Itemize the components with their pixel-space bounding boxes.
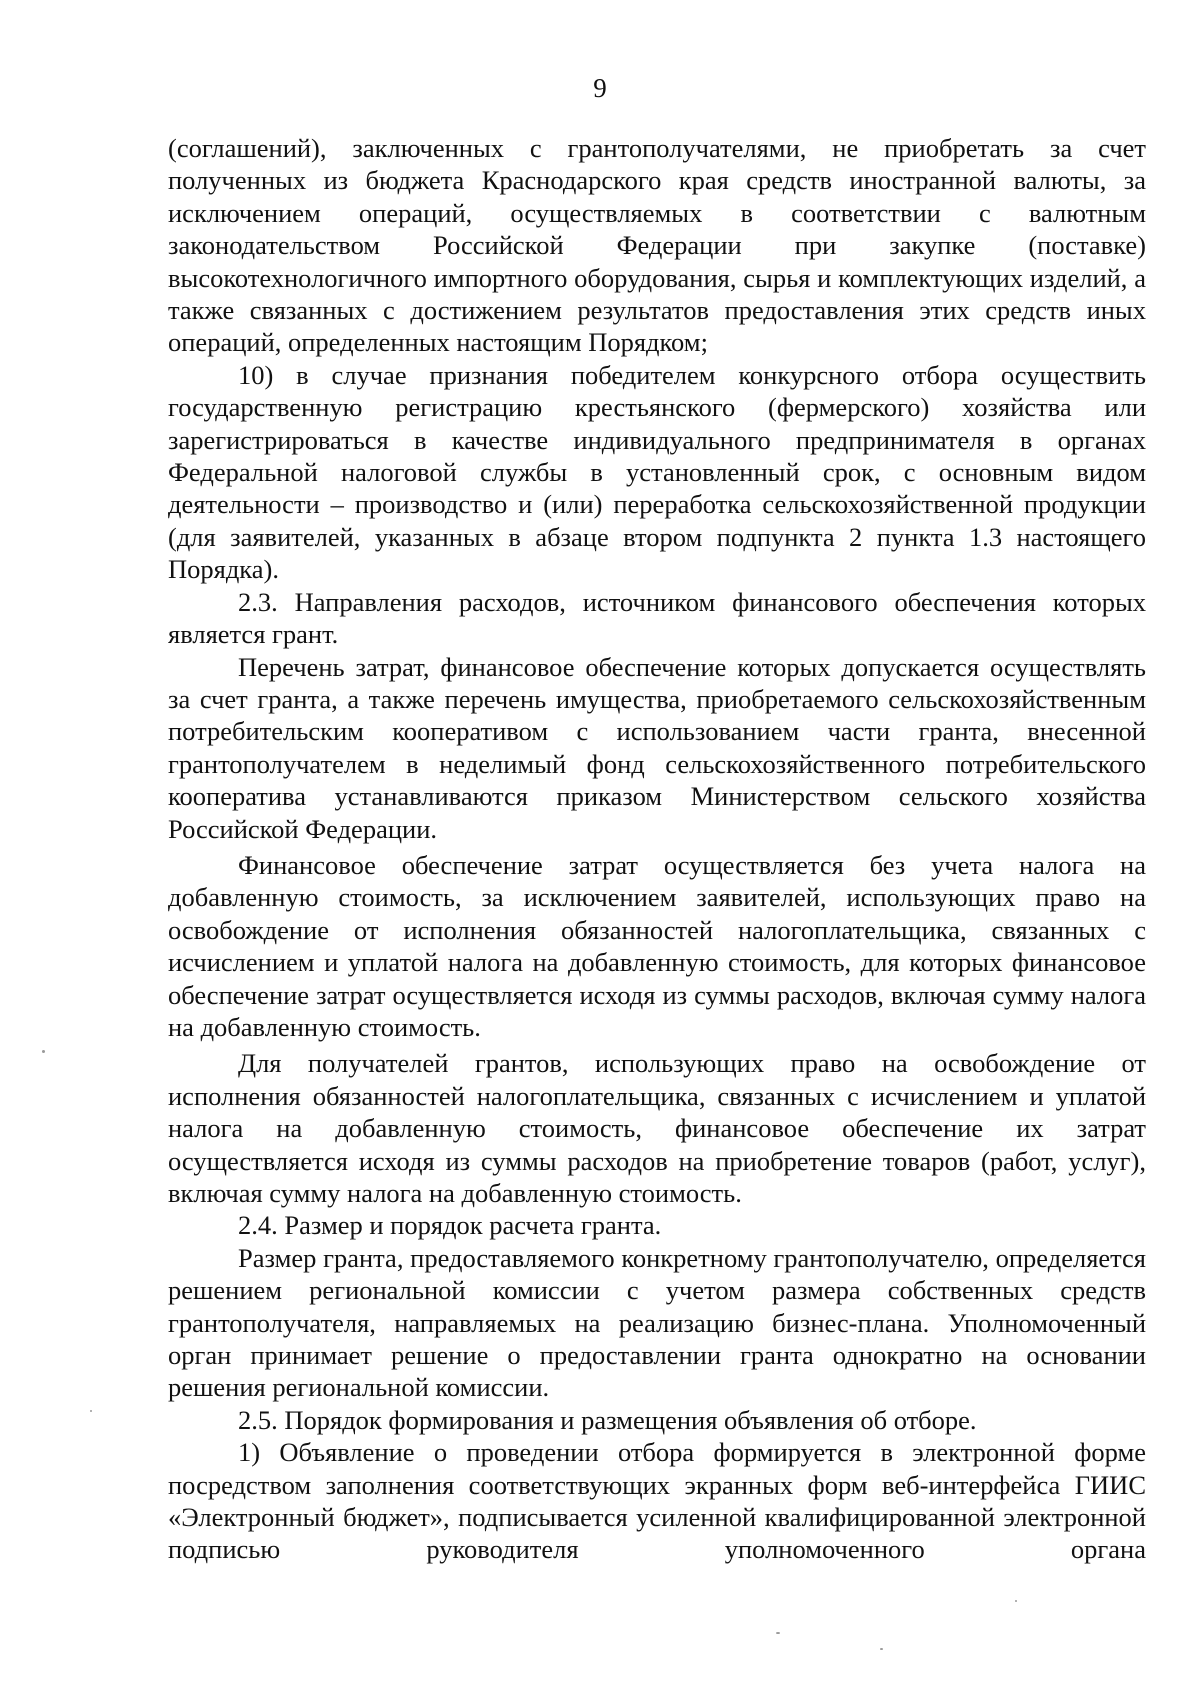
scan-speck: [42, 1050, 45, 1053]
paragraph-cost-list: Перечень затрат, финансовое обеспечение которых допускается осуществлять за счет гранта, а также перечень имущества, приобретаемого сельскохозяйственным потребительским кооперативом с использованием части гранта, внесенной грантополучателем в неделимый фонд сельскохозяйственного потребительского кооператива устанавливаются приказом Министерством сельского хозяйства Российской Федерации.: [168, 651, 1146, 844]
paragraph-vat-financing: Финансовое обеспечение затрат осуществляется без учета налога на добавленную стоимость, за исключением заявителей, использующих право на освобождение от исполнения обязанностей налогоплательщика, связанных с исчислением и уплатой налога на добавленную стоимость, для которых финансовое обеспечение затрат осуществляется исходя из суммы расходов, включая сумму налога на добавленную стоимость.: [168, 849, 1146, 1042]
paragraph-continuation: (соглашений), заключенных с грантополучателями, не приобретать за счет полученных из бюджета Краснодарского края средств иностранной валюты, за исключением операций, осуществляемых в соответствии с валютным законодательством Российской Федерации при закупке (поставке) высокотехнологичного импортного оборудования, сырья и комплектующих изделий, а также связанных с достижением результатов предоставления этих средств иных операций, определенных настоящим Порядком;: [168, 133, 1146, 358]
scan-speck: [880, 1648, 883, 1650]
scan-speck: [1015, 1600, 1017, 1602]
section-heading-2-4: 2.4. Размер и порядок расчета гранта.: [238, 1210, 662, 1241]
paragraph-item-10: 10) в случае признания победителем конкурсного отбора осуществить государственную регистрацию крестьянского (фермерского) хозяйства или зарегистрироваться в качестве индивидуального предпринимателя в органах Федеральной налоговой службы в установленный срок, с основным видом деятельности – производство и (или) переработка сельскохозяйственной продукции (для заявителей, указанных в абзаце втором подпункта 2 пункта 1.3 настоящего Порядка).: [168, 359, 1146, 585]
document-body: [168, 132, 1146, 1566]
paragraph-announcement: 1) Объявление о проведении отбора формируется в электронной форме посредством заполнения соответствующих экранных форм веб-интерфейса ГИИС «Электронный бюджет», подписывается усиленной квалифицированной электронной подписью руководителя уполномоченного органа: [168, 1437, 1146, 1565]
section-heading-2-3: 2.3. Направления расходов, источником финансового обеспечения которых является грант.: [168, 586, 1146, 650]
scan-speck: [90, 1410, 92, 1412]
scan-speck: [776, 1632, 780, 1634]
paragraph-grant-size: Размер гранта, предоставляемого конкретному грантополучателю, определяется решением региональной комиссии с учетом размера собственных средств грантополучателя, направляемых на реализацию бизнес-плана. Уполномоченный орган принимает решение о предоставлении гранта однократно на основании решения региональной комиссии.: [168, 1242, 1146, 1403]
paragraph-grant-recipients-vat: Для получателей грантов, использующих право на освобождение от исполнения обязанностей налогоплательщика, связанных с исчислением и уплатой налога на добавленную стоимость, финансовое обеспечение их затрат осуществляется исходя из суммы расходов на приобретение товаров (работ, услуг), включая сумму налога на добавленную стоимость.: [168, 1048, 1146, 1208]
page-number: 9: [593, 73, 607, 103]
section-heading-2-5: 2.5. Порядок формирования и размещения объявления об отборе.: [238, 1404, 977, 1435]
